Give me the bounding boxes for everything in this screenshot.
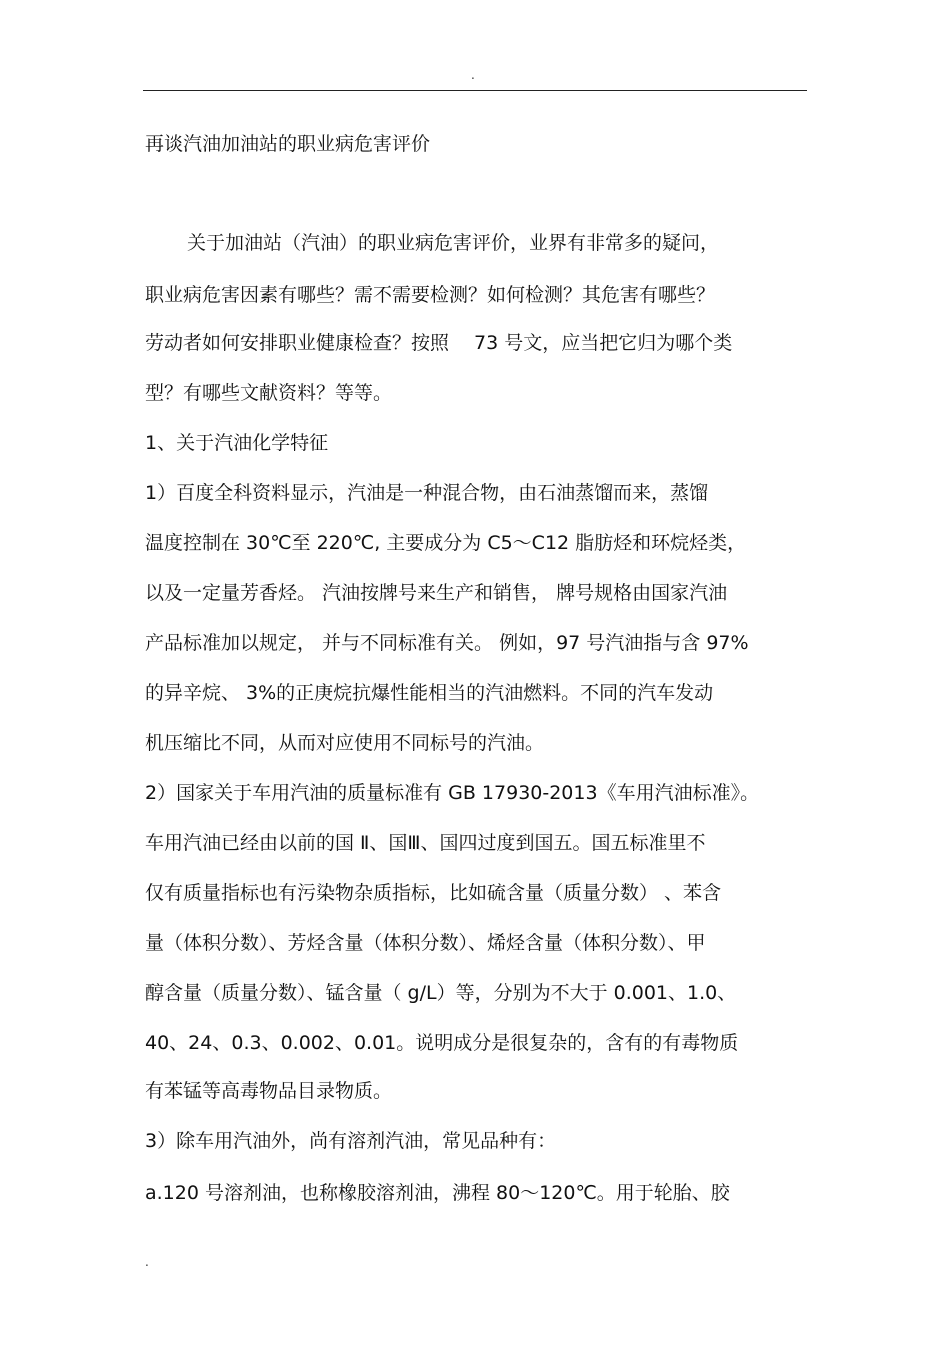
header-mark: .: [471, 68, 475, 82]
paragraph-line: 关于加油站（汽油）的职业病危害评价，业界有非常多的疑问，: [187, 232, 720, 254]
paragraph-line: 车用汽油已经由以前的国 Ⅱ、国Ⅲ、国四过度到国五。国五标准里不: [145, 832, 706, 854]
paragraph-line: 产品标准加以规定， 并与不同标准有关。 例如，97 号汽油指与含 97%: [145, 632, 749, 654]
paragraph-line: 2）国家关于车用汽油的质量标准有 GB 17930-2013《车用汽油标准》。: [145, 782, 760, 804]
paragraph-line: 有苯锰等高毒物品目录物质。: [145, 1080, 393, 1102]
paragraph-line: 仅有质量指标也有污染物杂质指标，比如硫含量（质量分数） 、苯含: [145, 882, 722, 904]
section-heading: 1、关于汽油化学特征: [145, 432, 329, 454]
paragraph-line: 1）百度全科资料显示，汽油是一种混合物，由石油蒸馏而来，蒸馏: [145, 482, 709, 504]
paragraph-line: 3）除车用汽油外，尚有溶剂汽油，常见品种有：: [145, 1130, 557, 1152]
paragraph-line: 劳动者如何安排职业健康检查？按照 73 号文，应当把它归为哪个类: [145, 332, 733, 354]
paragraph-line: 醇含量（质量分数）、锰含量（ g/L）等，分别为不大于 0.001、1.0、: [145, 982, 737, 1004]
paragraph-line: 机压缩比不同，从而对应使用不同标号的汽油。: [145, 732, 545, 754]
header-rule: [143, 90, 807, 91]
paragraph-line: 职业病危害因素有哪些？需不需要检测？如何检测？其危害有哪些？: [145, 284, 716, 306]
paragraph-line: 的异辛烷、 3%的正庚烷抗爆性能相当的汽油燃料。不同的汽车发动: [145, 682, 714, 704]
paragraph-line: 型？有哪些文献资料？等等。: [145, 382, 393, 404]
document-title: 再谈汽油加油站的职业病危害评价: [145, 133, 431, 155]
paragraph-line: 温度控制在 30℃至 220℃, 主要成分为 C5～C12 脂肪烃和环烷烃类，: [145, 532, 747, 554]
footer-mark: .: [145, 1255, 149, 1269]
paragraph-line: 40、24、0.3、0.002、0.01。说明成分是很复杂的，含有的有毒物质: [145, 1032, 739, 1054]
paragraph-line: a.120 号溶剂油，也称橡胶溶剂油，沸程 80～120℃。用于轮胎、胶: [145, 1182, 730, 1204]
paragraph-line: 以及一定量芳香烃。 汽油按牌号来生产和销售， 牌号规格由国家汽油: [145, 582, 728, 604]
paragraph-line: 量（体积分数）、芳烃含量（体积分数）、烯烃含量（体积分数）、甲: [145, 932, 706, 954]
